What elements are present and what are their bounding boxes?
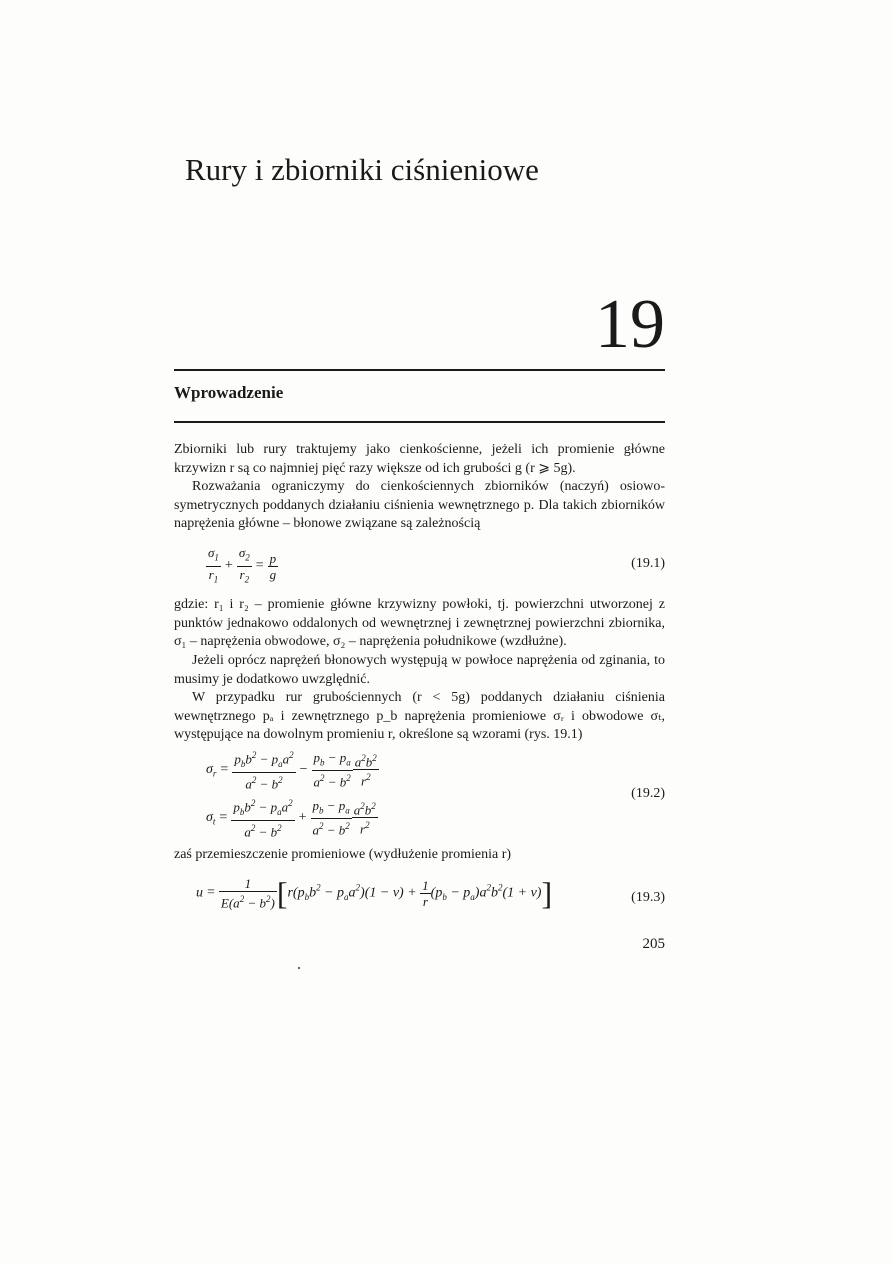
chapter-number: 19: [595, 286, 665, 363]
section-rule: [174, 421, 665, 423]
equation-number: (19.3): [631, 890, 665, 905]
chapter-title: Rury i zbiorniki ciśnieniowe: [185, 152, 539, 187]
scan-speck: [298, 967, 300, 969]
paragraph-2: Rozważania ograniczymy do cienkościennych zbiorników (naczyń) osiowo-symetrycznych poddanych działaniu ciśnienia wewnętrznego p. Dla takich zbiorników naprężenia główne – błonowe związane są zależnością: [174, 479, 665, 531]
equation-19-1: $\frac{\sigma_1}{r_1}$ + $\frac{\sigma_2}{r_2}$ = $\frac{p}{g}$: [206, 545, 278, 587]
equation-19-2-radial: $\sigma_r$ = $\frac{p_bb^2 - p_aa^2}{a^2 - b^2}$ − $\frac{p_b - p_a}{a^2 - b^2}$ $\frac{a^2b^2}{r^2}$: [206, 749, 377, 792]
equation-19-3: u = $\frac{1}{E(a^2 - b^2)}$ [$r(p_bb^2 - p_aa^2)(1 - \nu)$ + $\frac{1}{r}$ $(p_b - p_a)a^2b^2(1 + \nu)$]: [196, 875, 553, 912]
equation-number: (19.2): [631, 786, 665, 801]
equation-19-2-hoop: $\sigma_t$ = $\frac{p_bb^2 - p_aa^2}{a^2 - b^2}$ + $\frac{p_b - p_a}{a^2 - b^2}$ $\frac{a^2b^2}{r^2}$: [206, 797, 376, 840]
top-rule: [174, 369, 665, 371]
equation-number: (19.1): [631, 556, 665, 571]
fraction: $\frac{p}{g}$: [269, 550, 277, 582]
paragraph-6: zaś przemieszczenie promieniowe (wydłużenie promienia r): [174, 847, 512, 862]
section-title: Wprowadzenie: [174, 383, 284, 402]
paragraph-4: Jeżeli oprócz naprężeń błonowych występują w powłoce naprężenia od zginania, to musimy je dodatkowo uwzględnić.: [174, 653, 665, 687]
fraction: $\frac{\sigma_1}{r_1}$: [208, 545, 219, 585]
page-number: 205: [642, 936, 665, 952]
paragraph-5: W przypadku rur grubościennych (r < 5g) poddanych działaniu ciśnienia wewnętrznego pₐ i zewnętrznego p_b naprężenia promieniowe σᵣ i obwodowe σₜ, występujące na dowolnym promieniu r, określone są wzorami (rys. 19.1): [174, 690, 665, 742]
paragraph-3: gdzie: r₁ i r₂ – promienie główne krzywizny powłoki, tj. powierzchni utworzonej z punktów jednakowo oddalonych od wewnętrznej i zewnętrznej powierzchni zbiornika, σ₁ – naprężenia obwodowe, σ₂ – naprężenia południkowe (wzdłużne).: [174, 597, 665, 649]
paragraph-1: Zbiorniki lub rury traktujemy jako cienkościenne, jeżeli ich promienie główne krzywizn r są co najmniej pięć razy większe od ich grubości g (r ⩾ 5g).: [174, 442, 665, 476]
fraction: $\frac{\sigma_2}{r_2}$: [238, 545, 250, 585]
